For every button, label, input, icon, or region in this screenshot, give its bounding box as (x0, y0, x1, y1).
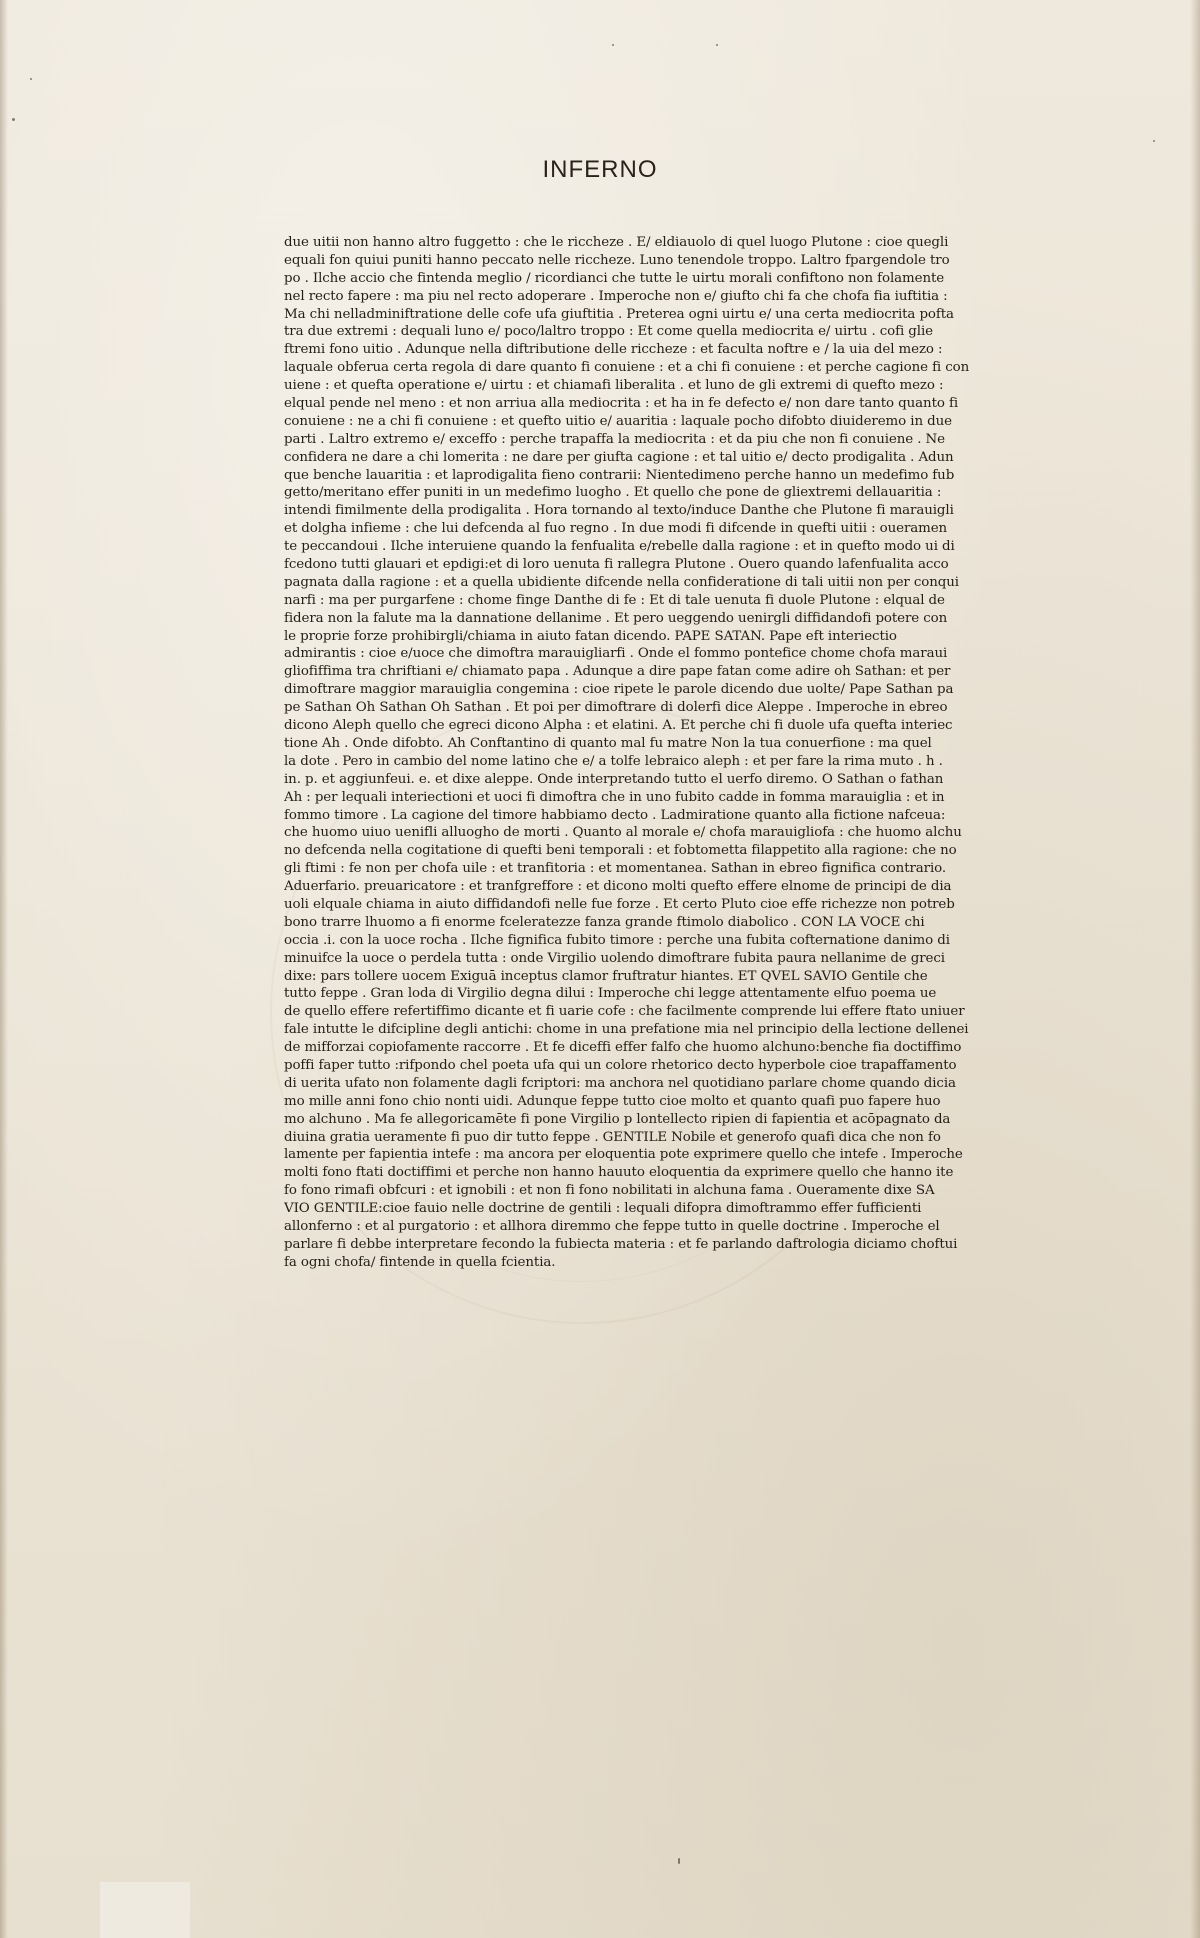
text-line: po . Ilche accio che fintenda meglio / ricordianci che tutte le uirtu morali confiftono non folamente (284, 270, 945, 286)
text-line: de mifforzai copiofamente raccorre . Et fe diceffi effer falfo che huomo alchuno:benche fia doctiffimo (284, 1040, 962, 1056)
text-line: conuiene : ne a chi fi conuiene : et quefto uitio e/ auaritia : laquale pocho difobto diuideremo in due (284, 413, 952, 429)
text-line: intendi fimilmente della prodigalita . Hora tornando al texto/induce Danthe che Plutone fi marauigli (284, 503, 954, 519)
text-line: dimoftrare maggior marauiglia congemina : cioe ripete le parole dicendo due uolte/ Pape Sathan pa (284, 682, 954, 698)
text-line: la dote . Pero in cambio del nome latino che e/ a tolfe lebraico aleph : et per fare la rima muto . h . (284, 753, 943, 769)
paper-speck (1153, 140, 1155, 142)
text-line: Ma chi nelladminiftratione delle cofe ufa giuftitia . Preterea ogni uirtu e/ una certa mediocrita pofta (284, 306, 954, 322)
text-line: et dolgha infieme : che lui defcenda al fuo regno . In due modi fi difcende in quefti uitii : oueramen (284, 521, 948, 537)
text-line: uoli elquale chiama in aiuto diffidandofi nelle fue forze . Et certo Pluto cioe effe richezze non potreb (284, 896, 955, 912)
text-line: molti fono ftati doctiffimi et perche non hanno hauuto eloquentia da exprimere quello che hanno ite (284, 1165, 954, 1181)
text-line: pe Sathan Oh Sathan Oh Sathan . Et poi per dimoftrare di dolerfi dice Aleppe . Imperoche in ebreo (284, 700, 948, 716)
text-line: dicono Aleph quello che egreci dicono Alpha : et elatini. A. Et perche chi fi duole ufa quefta interiec (284, 718, 953, 734)
text-line: poffi faper tutto :rifpondo chel poeta ufa qui un colore rhetorico decto hyperbole cioe trapaffamento (284, 1057, 957, 1073)
text-line: bono trarre lhuomo a fi enorme fceleratezze fanza grande ftimolo diabolico . CON LA VOCE chi (284, 914, 925, 930)
paper-speck (716, 44, 718, 46)
text-line: in. p. et aggiunfeui. e. et dixe aleppe. Onde interpretando tutto el uerfo diremo. O Sathan o fathan (284, 771, 944, 787)
text-line: fommo timore . La cagione del timore habbiamo decto . Ladmiratione quanto alla fictione nafceua: (284, 807, 946, 823)
text-line: narfi : ma per purgarfene : chome finge Danthe di fe : Et di tale uenuta fi duole Plutone : elqual de (284, 592, 945, 608)
paper-speck (30, 78, 32, 80)
text-line: getto/meritano effer puniti in un medefimo luogho . Et quello che pone de gliextremi dellauaritia : (284, 485, 942, 501)
text-line: minuifce la uoce o perdela tutta : onde Virgilio uolendo dimoftrare fubita paura nellanime de greci (284, 950, 945, 966)
paper-corner-mark (100, 1882, 190, 1938)
text-line: fcedono tutti glauari et epdigi:et di loro uenuta fi rallegra Plutone . Ouero quando lafenfualita acco (284, 557, 949, 573)
text-line: fo fono rimafi obfcuri : et ignobili : et non fi fono nobilitati in alchuna fama . Oueramente dixe SA (284, 1183, 935, 1199)
text-line: di uerita ufato non folamente dagli fcriptori: ma anchora nel quotidiano parlare chome quando dicia (284, 1075, 956, 1091)
text-line: VIO GENTILE:cioe fauio nelle doctrine de gentili : lequali difopra dimoftrammo effer fufficienti (284, 1201, 922, 1217)
text-line: laquale obferua certa regola di dare quanto fi conuiene : et a chi fi conuiene : et perche cagione fi con (284, 360, 970, 376)
paper-speck (612, 44, 614, 46)
text-line: diuina gratia ueramente fi puo dir tutto feppe . GENTILE Nobile et generofo quafi dica che non fo (284, 1129, 941, 1145)
text-line: lamente per fapientia intefe : ma ancora per eloquentia pote exprimere quello che intefe . Imperoche (284, 1147, 963, 1163)
text-line: uiene : et quefta operatione e/ uirtu : et chiamafi liberalita . et luno de gli extremi di quefto mezo : (284, 378, 944, 394)
text-line: tutto feppe . Gran loda di Virgilio degna dilui : Imperoche chi legge attentamente elfuo poema ue (284, 986, 937, 1002)
text-line: mo alchuno . Ma fe allegoricamēte fi pone Virgilio p lontellecto ripien di fapientia et acōpagnato da (284, 1111, 951, 1127)
text-line: no defcenda nella cogitatione di quefti beni temporali : et fobtometta filappetito alla ragione: che no (284, 843, 957, 859)
text-line: confidera ne dare a chi lomerita : ne dare per giufta cagione : et tal uitio e/ decto prodigalita . Adun (284, 449, 954, 465)
text-line: elqual pende nel meno : et non arriua alla mediocrita : et ha in fe defecto e/ non dare tanto quanto fi (284, 396, 959, 412)
text-line: pagnata dalla ragione : et a quella ubidiente difcende nella confideratione di tali uitii non per conqui (284, 574, 959, 590)
text-line: tione Ah . Onde difobto. Ah Conftantino di quanto mal fu matre Non la tua conuerfione : ma quel (284, 735, 932, 751)
text-line: Ah : per lequali interiectioni et uoci fi dimoftra che in uno fubito cadde in fomma marauiglia : et in (284, 789, 945, 805)
text-line: occia .i. con la uoce rocha . Ilche fignifica fubito timore : perche una fubita cofternatione danimo di (284, 932, 950, 948)
text-line: le proprie forze prohibirgli/chiama in aiuto fatan dicendo. PAPE SATAN. Pape eft interiectio (284, 628, 897, 644)
text-line: que benche lauaritia : et laprodigalita fieno contrarii: Nientedimeno perche hanno un medefimo fub (284, 467, 955, 483)
text-line: equali fon quiui puniti hanno peccato nelle riccheze. Luno tenendole troppo. Laltro fpargendole tro (284, 252, 950, 268)
body-text (284, 234, 1054, 1272)
text-line: te peccandoui . Ilche interuiene quando la fenfualita e/rebelle dalla ragione : et in quefto modo ui di (284, 539, 955, 555)
text-line: allonferno : et al purgatorio : et allhora diremmo che feppe tutto in quelle doctrine . Imperoche el (284, 1218, 940, 1234)
text-line: fa ogni chofa/ fintende in quella fcientia. (284, 1254, 556, 1270)
page-edge-left (0, 0, 8, 1938)
text-line: gliofiffima tra chriftiani e/ chiamato papa . Adunque a dire pape fatan come adire oh Sathan: et per (284, 664, 951, 680)
text-line: fale intutte le difcipline degli antichi: chome in una prefatione mia nel principio della lectione dellenei (284, 1022, 969, 1038)
text-line: parti . Laltro extremo e/ exceffo : perche trapaffa la mediocrita : et da piu che non fi conuiene . Ne (284, 431, 946, 447)
text-line: admirantis : cioe e/uoce che dimoftra marauigliarfi . Onde el fommo pontefice chome chofa maraui (284, 646, 948, 662)
text-line: Aduerfario. preuaricatore : et tranfgreffore : et dicono molti quefto effere elnome de principi de dia (284, 879, 952, 895)
text-line: ftremi fono uitio . Adunque nella diftributione delle riccheze : et faculta noftre e / la uia del mezo : (284, 342, 943, 358)
text-line: nel recto fapere : ma piu nel recto adoperare . Imperoche non e/ giufto chi fa che chofa fia iuftitia : (284, 288, 948, 304)
text-line: tra due extremi : dequali luno e/ poco/laltro troppo : Et come quella mediocrita e/ uirtu . cofi glie (284, 324, 933, 340)
text-line: mo mille anni fono chio nonti uidi. Adunque feppe tutto cioe molto et quanto quafi puo fapere huo (284, 1093, 941, 1109)
text-line: gli ftimi : fe non per chofa uile : et tranfitoria : et momentanea. Sathan in ebreo fignifica contrario. (284, 861, 947, 877)
text-line: dixe: pars tollere uocem Exiguā inceptus clamor fruftratur hiantes. ET QVEL SAVIO Gentile che (284, 968, 928, 984)
page-edge-right (1190, 0, 1200, 1938)
running-head: INFERNO (542, 156, 658, 183)
paper-speck (12, 118, 15, 121)
paper-speck (678, 1858, 680, 1864)
text-line: due uitii non hanno altro fuggetto : che le riccheze . E/ eldiauolo di quel luogo Plutone : cioe quegli (284, 235, 949, 250)
text-line: de quello effere refertiffimo dicante et fi uarie cofe : che facilmente comprende lui effere ftato uniuer (284, 1004, 965, 1020)
text-line: fidera non la falute ma la dannatione dellanime . Et pero ueggendo uenirgli diffidandofi potere con (284, 610, 948, 626)
text-line: parlare fi debbe interpretare fecondo la fubiecta materia : et fe parlando daftrologia diciamo choftui (284, 1236, 958, 1252)
text-line: che huomo uiuo uenifli alluogho de morti . Quanto al morale e/ chofa marauigliofa : che huomo alchu (284, 825, 962, 841)
